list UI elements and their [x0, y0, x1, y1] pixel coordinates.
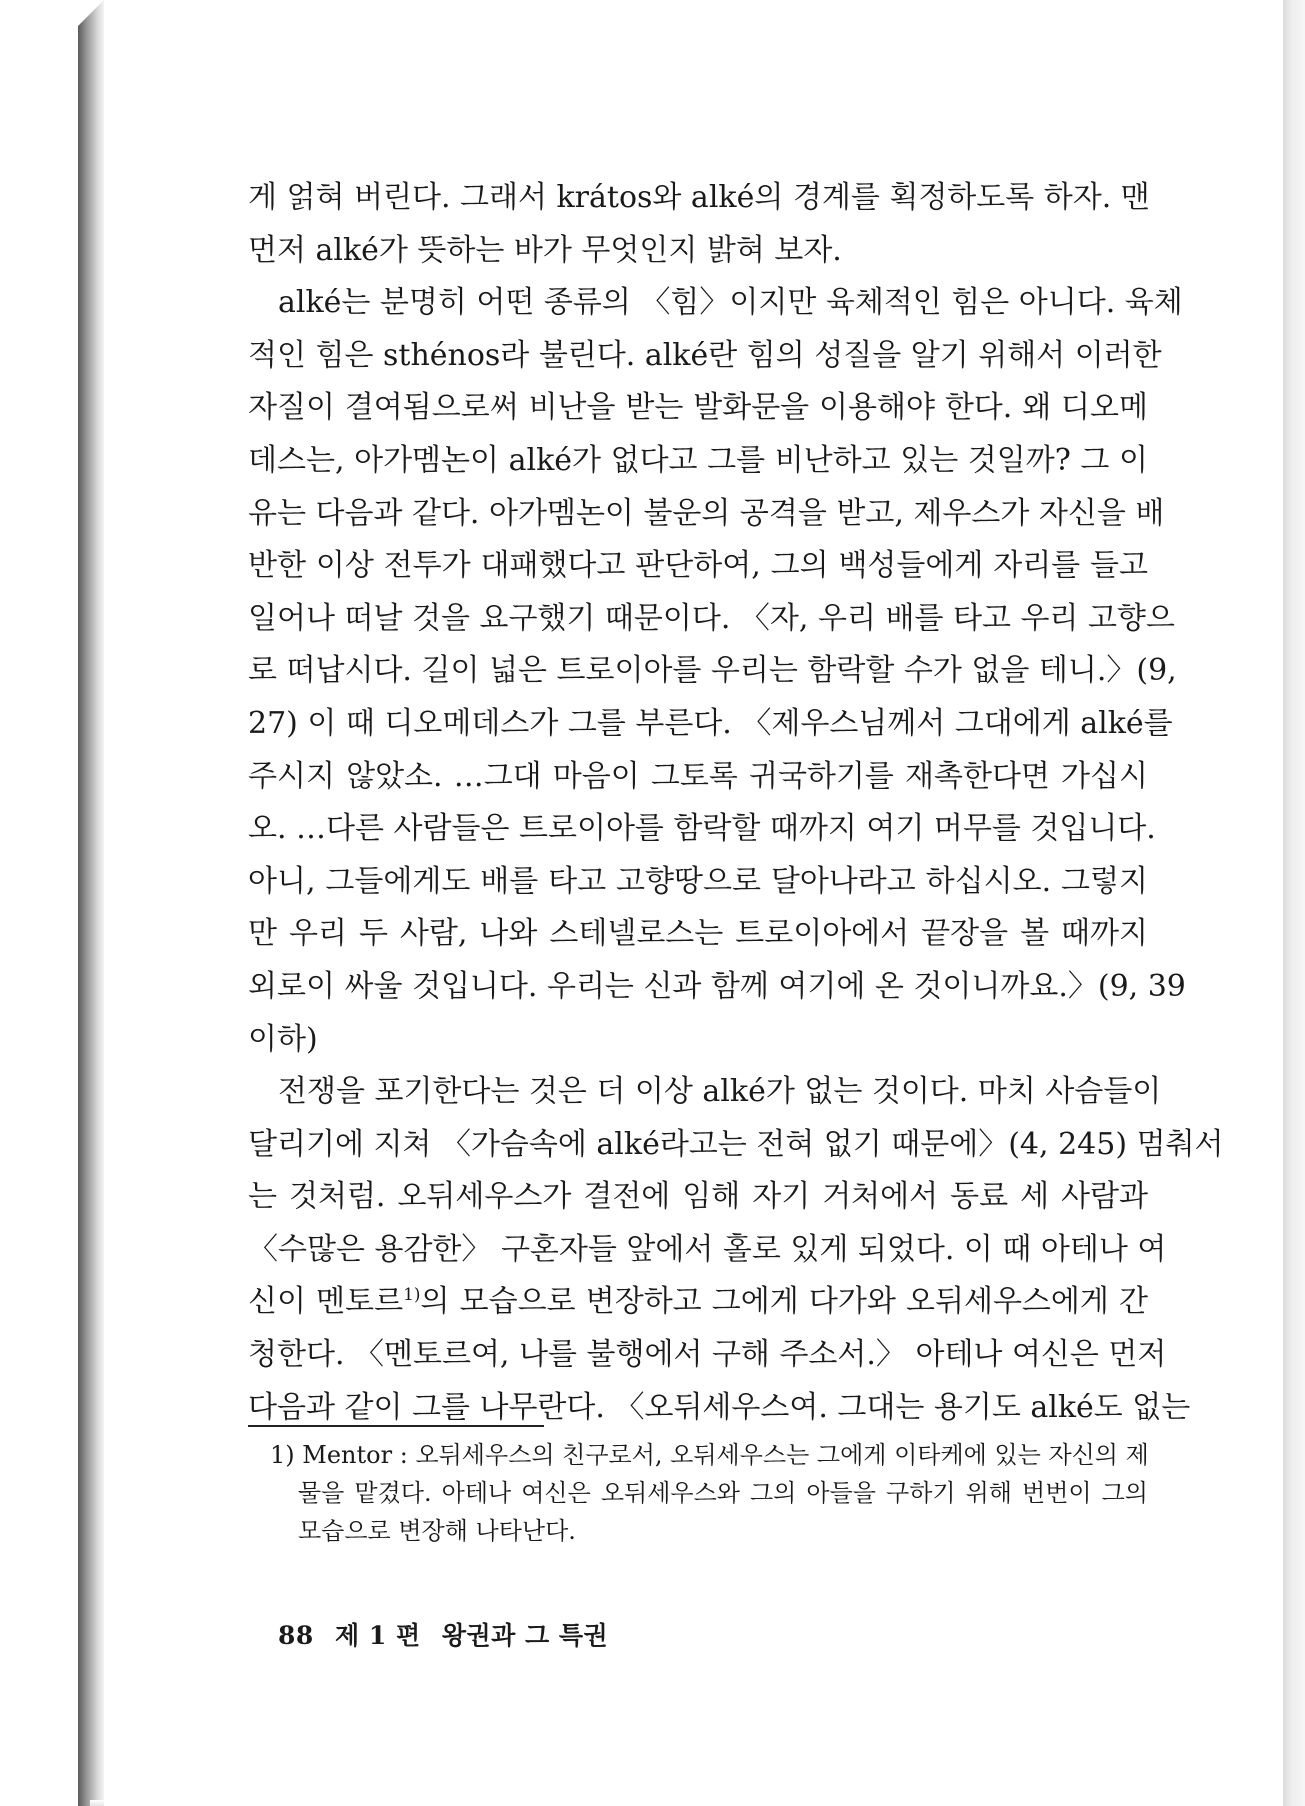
running-footer [278, 1616, 620, 1652]
text-fragment: 의 모습으로 변장하고 그에게 다가와 오뒤세우스에게 간 [420, 1284, 1148, 1320]
text-line: 달리기에 지쳐 〈가슴속에 alké라고는 전혀 없기 때문에〉(4, 245) 멈춰서 [248, 1126, 1224, 1162]
text-line: 〈수많은 용감한〉 구혼자들 앞에서 홀로 있게 되었다. 이 때 아테나 여 [248, 1231, 1167, 1267]
chapter-title: 왕권과 그 특권 [441, 1621, 609, 1650]
text-line: 이하) [248, 1021, 318, 1057]
footnote-line [270, 1436, 1148, 1474]
text-line: 반한 이상 전투가 대패했다고 판단하여, 그의 백성들에게 자리를 들고 [248, 548, 1148, 584]
page-corner-fold [78, 0, 104, 26]
text-line: 전쟁을 포기한다는 것은 더 이상 alké가 없는 것이다. 마치 사슴들이 [278, 1074, 1162, 1110]
body-text [248, 172, 1224, 1434]
text-line: 27) 이 때 디오메데스가 그를 부른다. 〈제우스님께서 그대에게 alké를 [248, 705, 1173, 741]
page-number: 88 [278, 1621, 314, 1650]
text-line-with-footnote [248, 1276, 1148, 1329]
footnote-line: 물을 맡겼다. 아테나 여신은 오뒤세우스와 그의 아들을 구하기 위해 번번이 그의 [298, 1479, 1148, 1507]
text-line: 는 것처럼. 오뒤세우스가 결전에 임해 자기 거처에서 동료 세 사람과 [248, 1179, 1148, 1215]
footnote-text: 오뒤세우스의 친구로서, 오뒤세우스는 그에게 이타케에 있는 자신의 제 [415, 1441, 1149, 1469]
text-line: 적인 힘은 sthénos라 불린다. alké란 힘의 성질을 알기 위해서 이러한 [248, 337, 1162, 373]
text-line: 일어나 떠날 것을 요구했기 때문이다. 〈자, 우리 배를 타고 우리 고향으 [248, 600, 1175, 636]
text-line: 만 우리 두 사람, 나와 스테넬로스는 트로이아에서 끝장을 볼 때까지 [248, 916, 1148, 952]
page-right-edge [1283, 0, 1305, 1806]
text-line: 청한다. 〈멘토르여, 나를 불행에서 구해 주소서.〉 아테나 여신은 먼저 [248, 1337, 1167, 1373]
text-line: 먼저 alké가 뜻하는 바가 무엇인지 밝혀 보자. [248, 232, 842, 268]
book-spine-edge [78, 0, 104, 1806]
text-line: 다음과 같이 그를 나무란다. 〈오뒤세우스여. 그대는 용기도 alké도 없는 [248, 1389, 1191, 1425]
text-line: 데스는, 아가멤논이 alké가 없다고 그를 비난하고 있는 것일까? 그 이 [248, 442, 1148, 478]
text-line: 유는 다음과 같다. 아가멤논이 불운의 공격을 받고, 제우스가 자신을 배 [248, 495, 1165, 531]
text-line: alké는 분명히 어떤 종류의 〈힘〉이지만 육체적인 힘은 아니다. 육체 [278, 285, 1183, 321]
text-line: 주시지 않았소. …그대 마음이 그토록 귀국하기를 재촉한다면 가십시 [248, 758, 1148, 794]
text-line: 외로이 싸울 것입니다. 우리는 신과 함께 여기에 온 것이니까요.〉(9, 39 [248, 968, 1186, 1004]
text-line: 오. …다른 사람들은 트로이아를 함락할 때까지 여기 머무를 것입니다. [248, 811, 1156, 847]
text-fragment: 신이 멘토르 [248, 1284, 404, 1320]
footnote-separator [248, 1425, 544, 1427]
footnote-reference: 1) [403, 1285, 421, 1306]
text-line: 로 떠납시다. 길이 넓은 트로이아를 우리는 함락할 수가 없을 테니.〉(9, [248, 653, 1177, 689]
text-line: 아니, 그들에게도 배를 타고 고향땅으로 달아나라고 하십시오. 그렇지 [248, 863, 1148, 899]
footnote-line: 모습으로 변장해 나타난다. [298, 1517, 576, 1545]
section-label: 제 1 편 [335, 1621, 421, 1650]
text-line: 자질이 결여됨으로써 비난을 받는 발화문을 이용해야 한다. 왜 디오메 [248, 390, 1148, 426]
footnote-term: Mentor : [302, 1441, 416, 1469]
footnote [270, 1436, 1148, 1550]
text-line: 게 얽혀 버린다. 그래서 krátos와 alké의 경계를 획정하도록 하자. 맨 [248, 180, 1150, 215]
footnote-marker: 1) [270, 1441, 295, 1469]
